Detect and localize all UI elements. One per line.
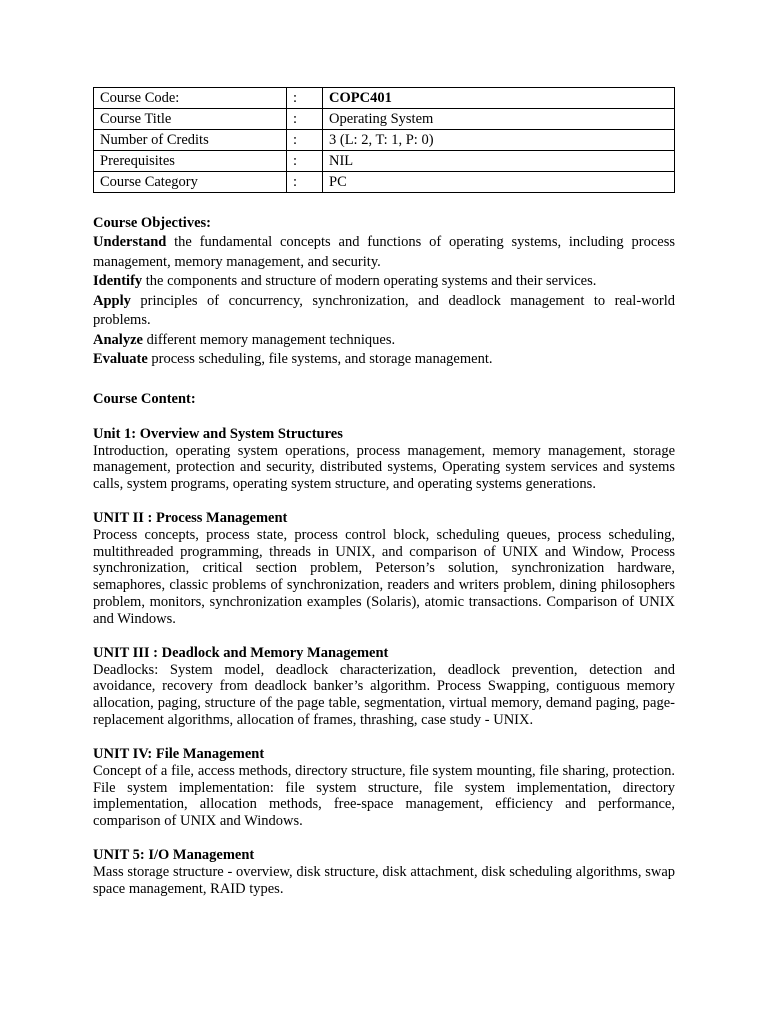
objective-text: principles of concurrency, synchronization, and deadlock management to real-world problems.	[93, 292, 675, 328]
prerequisites-label: Prerequisites	[94, 151, 287, 172]
unit-body: Deadlocks: System model, deadlock characterization, deadlock prevention, detection and avoidance, recovery from deadlock banker’s algorithm. Process Swapping, contiguous memory allocation, paging, structure of the page table, segmentation, virtual memory, demand paging, page-replacement algorithms, allocation of frames, thrashing, case study - UNIX.	[93, 661, 675, 729]
unit-body: Mass storage structure - overview, disk structure, disk attachment, disk scheduling algorithms, swap space management, RAID types.	[93, 864, 675, 897]
separator: :	[287, 172, 323, 193]
objective-text: process scheduling, file systems, and storage management.	[147, 351, 493, 367]
objective-text: different memory management techniques.	[142, 331, 396, 348]
separator: :	[287, 88, 323, 109]
unit-title: Unit 1: Overview and System Structures	[93, 425, 343, 442]
unit-title: UNIT II : Process Management	[93, 509, 288, 526]
unit-section	[93, 645, 675, 729]
objectives-heading: Course Objectives:	[93, 215, 211, 231]
objective-item	[93, 292, 675, 331]
credits-value: 3 (L: 2, T: 1, P: 0)	[323, 130, 675, 151]
prerequisites-value: NIL	[323, 151, 675, 172]
objective-text: the components and structure of modern operating systems and their services.	[142, 273, 597, 289]
objective-item	[93, 233, 675, 272]
course-content-heading: Course Content:	[93, 390, 196, 407]
category-label: Course Category	[94, 172, 287, 193]
table-row	[94, 88, 675, 109]
objective-item	[93, 350, 675, 370]
unit-section	[93, 746, 675, 830]
credits-label: Number of Credits	[94, 130, 287, 151]
unit-section	[93, 426, 675, 493]
unit-body: Process concepts, process state, process control block, scheduling queues, process scheduling, multithreaded programming, threads in UNIX, and comparison of UNIX and Window, Process synchronization, critical section problem, Peterson’s solution, synchronization hardware, semaphores, classic problems of synchronization, readers and writers problem, dining philosophers problem, monitors, synchronization examples (Solaris), atomic transactions. Comparison of UNIX and Windows.	[93, 526, 675, 627]
table-row	[94, 172, 675, 193]
course-info-table	[93, 87, 675, 193]
unit-section	[93, 510, 675, 628]
table-row	[94, 130, 675, 151]
objective-text: the fundamental concepts and functions of operating systems, including process management, memory management, and security.	[93, 234, 675, 270]
category-value: PC	[323, 172, 675, 193]
objective-verb: Understand	[93, 234, 167, 250]
table-row	[94, 109, 675, 130]
objective-verb: Identify	[93, 273, 143, 289]
unit-title: UNIT III : Deadlock and Memory Management	[93, 644, 389, 661]
separator: :	[287, 151, 323, 172]
course-objectives	[93, 214, 675, 370]
course-code-value: COPC401	[323, 88, 675, 109]
objective-item	[93, 272, 675, 292]
objective-verb: Apply	[93, 292, 131, 309]
objective-verb: Evaluate	[93, 351, 148, 367]
unit-title: UNIT IV: File Management	[93, 745, 265, 762]
unit-section	[93, 847, 675, 898]
objective-verb: Analyze	[93, 331, 143, 348]
unit-body: Introduction, operating system operations, process management, memory management, storage management, protection and security, distributed systems, Operating system services and systems calls, system programs, operating system structure, and operating systems generations.	[93, 442, 675, 493]
table-row	[94, 151, 675, 172]
unit-title: UNIT 5: I/O Management	[93, 847, 255, 864]
unit-body: Concept of a file, access methods, directory structure, file system mounting, file sharing, protection. File system implementation: file system structure, file system implementation, directory implementation, allocation methods, free-space management, efficiency and performance, comparison of UNIX and Windows.	[93, 762, 675, 830]
document-page	[93, 87, 675, 898]
separator: :	[287, 109, 323, 130]
objective-item	[93, 331, 675, 351]
course-title-label: Course Title	[94, 109, 287, 130]
course-code-label: Course Code:	[94, 88, 287, 109]
separator: :	[287, 130, 323, 151]
course-title-value: Operating System	[323, 109, 675, 130]
